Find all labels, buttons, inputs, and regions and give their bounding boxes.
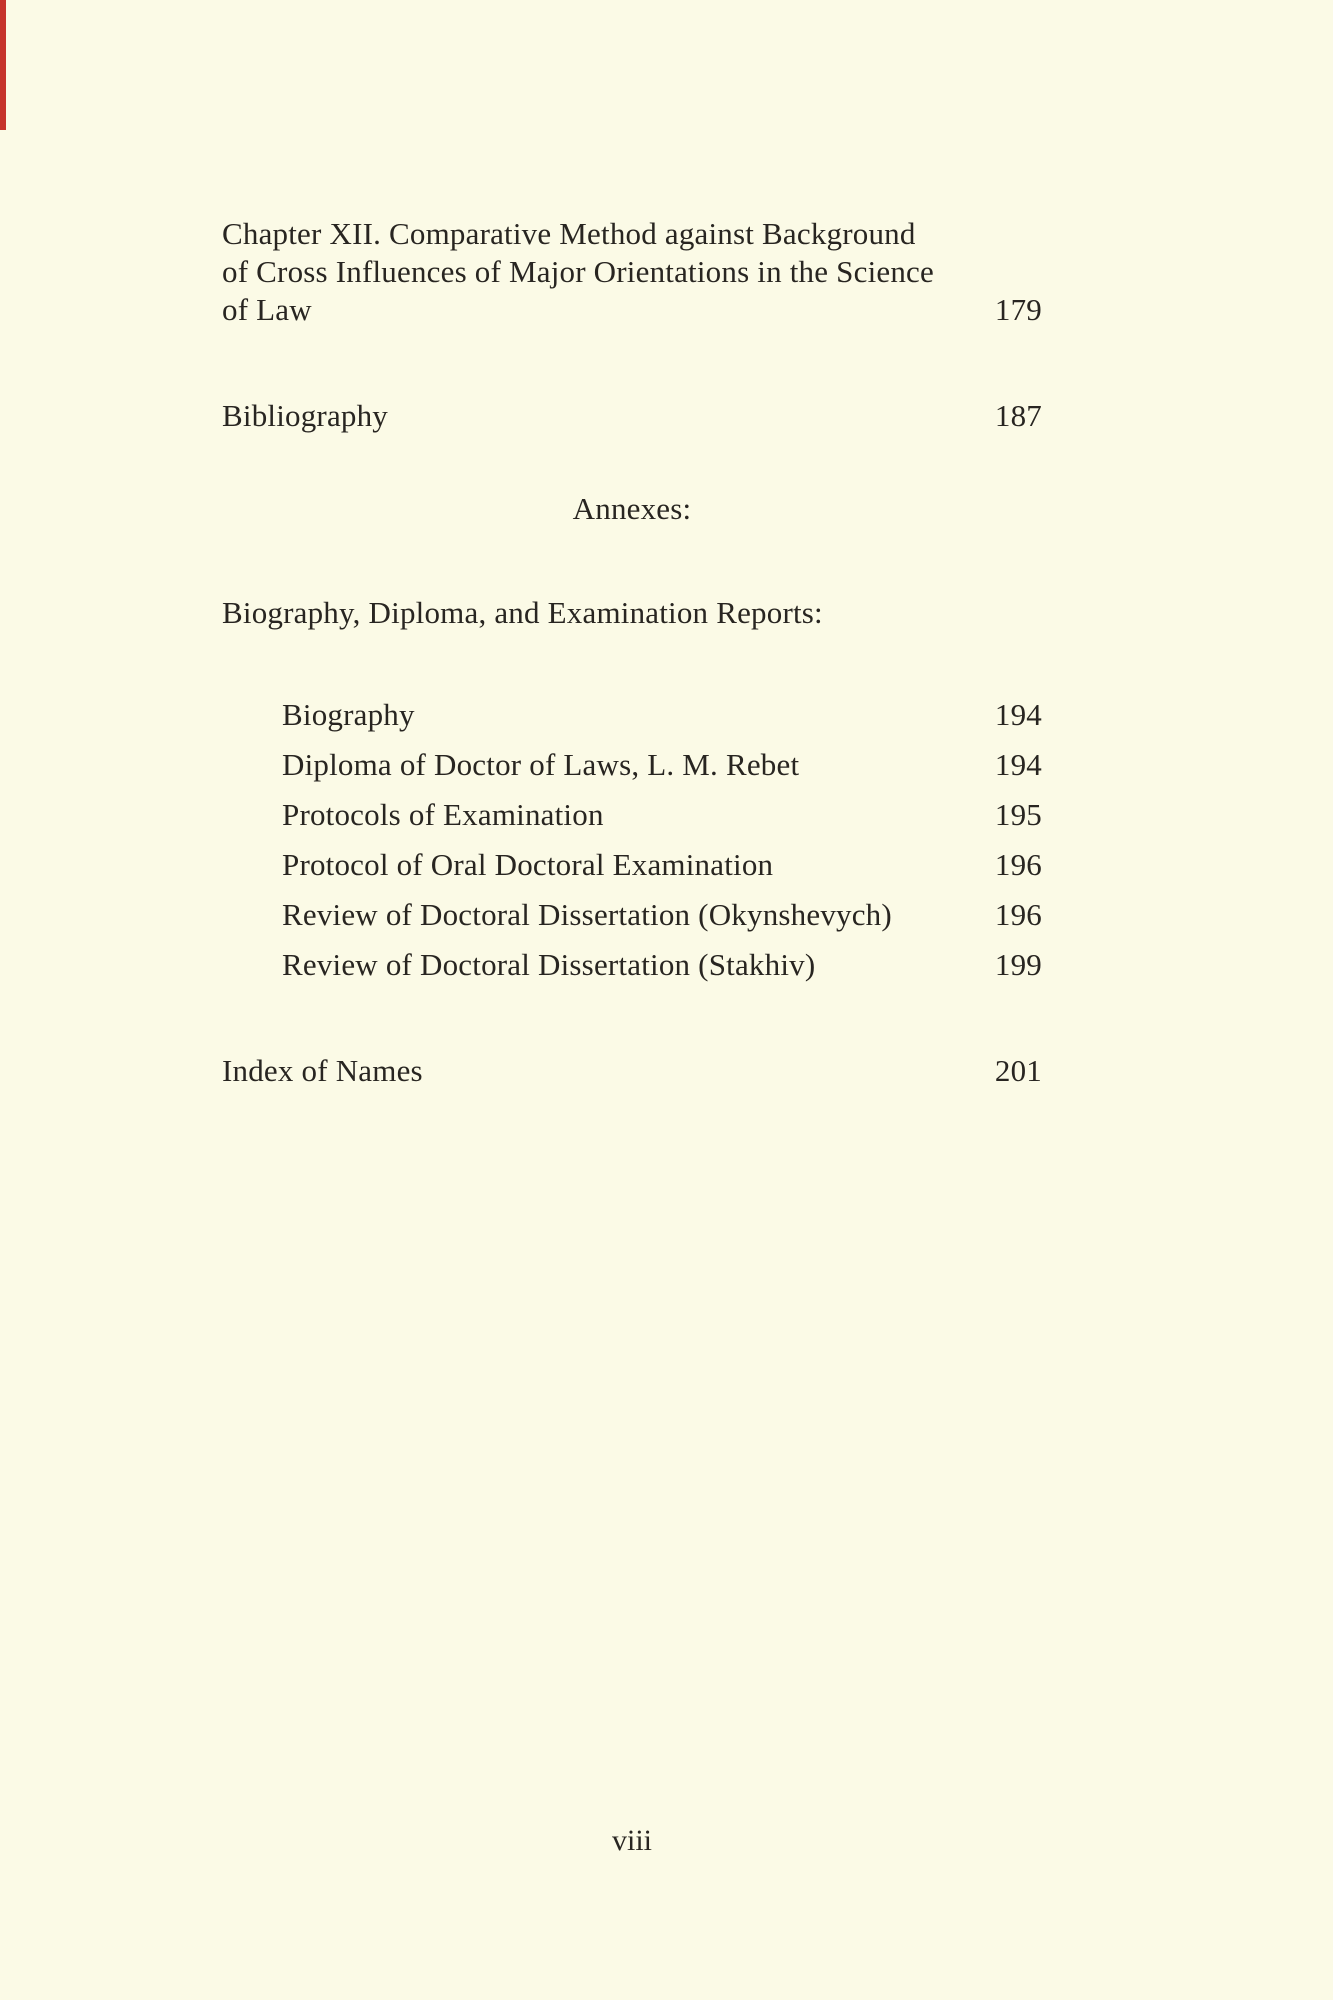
entry-label: Index of Names: [222, 1053, 423, 1088]
page-number: 196: [994, 897, 1042, 932]
page-number: 199: [994, 947, 1042, 982]
entry-label: Biography: [282, 697, 415, 732]
toc-entry-diploma: [222, 740, 1042, 790]
chapter-title-line-2: of Cross Influences of Major Orientations in the Science: [222, 254, 934, 289]
toc-entry-review-okynshevych: [222, 890, 1042, 940]
page-number: 201: [994, 1053, 1042, 1088]
page-number: 196: [994, 847, 1042, 882]
folio-page-number: viii: [611, 1824, 652, 1857]
page-number: 194: [994, 697, 1042, 732]
annexes-subheading: Biography, Diploma, and Examination Reports:: [222, 595, 823, 630]
page-number: 195: [994, 797, 1042, 832]
entry-label: Review of Doctoral Dissertation (Stakhiv): [282, 947, 816, 982]
chapter-title-line-3: of Law: [222, 292, 312, 327]
entry-label: Review of Doctoral Dissertation (Okynshevych): [282, 897, 892, 932]
red-edge-mark: [0, 0, 6, 130]
entry-label: Protocol of Oral Doctoral Examination: [282, 847, 774, 882]
annexes-heading: Annexes:: [572, 491, 692, 526]
entry-label: Protocols of Examination: [282, 797, 604, 832]
toc-entry-index-of-names: [222, 1052, 1042, 1090]
entry-label: Bibliography: [222, 398, 388, 433]
page-number: 187: [994, 398, 1042, 433]
toc-entry-chapter-xii: [222, 215, 1042, 329]
toc-entry-biography: [222, 690, 1042, 740]
annex-entries-list: [222, 690, 1042, 990]
chapter-title-line-1: Chapter XII. Comparative Method against Background: [222, 216, 916, 251]
entry-label: Diploma of Doctor of Laws, L. M. Rebet: [282, 747, 800, 782]
page-number: 179: [994, 292, 1042, 327]
chapter-title: [222, 215, 934, 329]
toc-entry-review-stakhiv: [222, 940, 1042, 990]
toc-entry-protocols-of-examination: [222, 790, 1042, 840]
page-number: 194: [994, 747, 1042, 782]
toc-entry-bibliography: [222, 397, 1042, 435]
toc-entry-oral-doctoral-examination: [222, 840, 1042, 890]
